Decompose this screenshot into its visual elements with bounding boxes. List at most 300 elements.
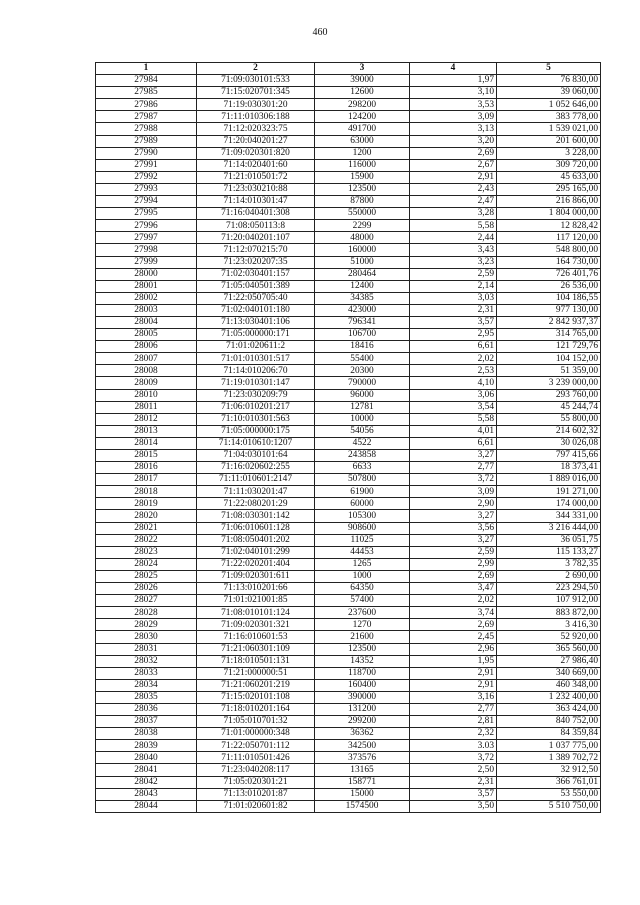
cadastral-number-cell: 71:01:020611:2 — [197, 341, 315, 353]
value-cell: 726 401,76 — [497, 268, 601, 280]
rate-cell: 2,91 — [410, 667, 497, 679]
area-cell: 796341 — [315, 316, 410, 328]
table-row — [96, 425, 601, 437]
area-cell: 298200 — [315, 99, 410, 111]
table-row — [96, 752, 601, 764]
table-row — [96, 292, 601, 304]
row-number-cell: 28038 — [96, 728, 197, 740]
value-cell: 3 782,35 — [497, 558, 601, 570]
row-number-cell: 28014 — [96, 437, 197, 449]
row-number-cell: 28015 — [96, 450, 197, 462]
rate-cell: 2,99 — [410, 558, 497, 570]
area-cell: 54056 — [315, 425, 410, 437]
area-cell: 158771 — [315, 776, 410, 788]
rate-cell: 2,59 — [410, 546, 497, 558]
cadastral-number-cell: 71:13:010201:66 — [197, 583, 315, 595]
rate-cell: 2,32 — [410, 728, 497, 740]
table-row — [96, 486, 601, 498]
table-row — [96, 728, 601, 740]
table-row — [96, 341, 601, 353]
row-number-cell: 28022 — [96, 534, 197, 546]
table-row — [96, 691, 601, 703]
cadastral-number-cell: 71:01:010301:517 — [197, 353, 315, 365]
row-number-cell: 28001 — [96, 280, 197, 292]
area-cell: 491700 — [315, 123, 410, 135]
rate-cell: 2,69 — [410, 619, 497, 631]
value-cell: 977 130,00 — [497, 304, 601, 316]
cadastral-number-cell: 71:09:030101:533 — [197, 75, 315, 87]
rate-cell: 2,69 — [410, 570, 497, 582]
table-row — [96, 583, 601, 595]
rate-cell: 3,20 — [410, 135, 497, 147]
cadastral-number-cell: 71:01:020601:82 — [197, 800, 315, 812]
rate-cell: 4,01 — [410, 425, 497, 437]
value-cell: 314 765,00 — [497, 329, 601, 341]
column-header-4: 4 — [410, 63, 497, 75]
rate-cell: 3,28 — [410, 208, 497, 220]
area-cell: 2299 — [315, 220, 410, 232]
area-cell: 790000 — [315, 377, 410, 389]
table-row — [96, 256, 601, 268]
table-row — [96, 365, 601, 377]
value-cell: 797 415,66 — [497, 450, 601, 462]
area-cell: 20300 — [315, 365, 410, 377]
value-cell: 45 244,74 — [497, 401, 601, 413]
rate-cell: 3,27 — [410, 510, 497, 522]
cadastral-number-cell: 71:12:020323:75 — [197, 123, 315, 135]
cadastral-number-cell: 71:15:020101:108 — [197, 691, 315, 703]
cadastral-number-cell: 71:16:020602:255 — [197, 462, 315, 474]
row-number-cell: 28023 — [96, 546, 197, 558]
row-number-cell: 27998 — [96, 244, 197, 256]
table-row — [96, 75, 601, 87]
value-cell: 2 842 937,37 — [497, 316, 601, 328]
area-cell: 14352 — [315, 655, 410, 667]
value-cell: 295 165,00 — [497, 183, 601, 195]
cadastral-number-cell: 71:05:040501:389 — [197, 280, 315, 292]
rate-cell: 3,09 — [410, 111, 497, 123]
area-cell: 34385 — [315, 292, 410, 304]
value-cell: 214 602,32 — [497, 425, 601, 437]
table-row — [96, 401, 601, 413]
row-number-cell: 28009 — [96, 377, 197, 389]
area-cell: 342500 — [315, 740, 410, 752]
row-number-cell: 27994 — [96, 196, 197, 208]
value-cell: 36 051,75 — [497, 534, 601, 546]
table-row — [96, 607, 601, 619]
value-cell: 3 239 000,00 — [497, 377, 601, 389]
rate-cell: 3,57 — [410, 788, 497, 800]
cadastral-number-cell: 71:08:030301:142 — [197, 510, 315, 522]
area-cell: 106700 — [315, 329, 410, 341]
cadastral-number-cell: 71:14:020401:60 — [197, 159, 315, 171]
row-number-cell: 28024 — [96, 558, 197, 570]
table-row — [96, 462, 601, 474]
cadastral-number-cell: 71:13:010201:87 — [197, 788, 315, 800]
table-row — [96, 135, 601, 147]
row-number-cell: 28036 — [96, 703, 197, 715]
rate-cell: 1,95 — [410, 655, 497, 667]
value-cell: 1 539 021,00 — [497, 123, 601, 135]
value-cell: 216 866,00 — [497, 196, 601, 208]
row-number-cell: 27985 — [96, 87, 197, 99]
area-cell: 118700 — [315, 667, 410, 679]
row-number-cell: 28007 — [96, 353, 197, 365]
value-cell: 27 986,40 — [497, 655, 601, 667]
value-cell: 365 560,00 — [497, 643, 601, 655]
value-cell: 293 760,00 — [497, 389, 601, 401]
value-cell: 76 830,00 — [497, 75, 601, 87]
row-number-cell: 28016 — [96, 462, 197, 474]
cadastral-number-cell: 71:20:040201:107 — [197, 232, 315, 244]
cadastral-number-cell: 71:06:010201:217 — [197, 401, 315, 413]
cadastral-number-cell: 71:15:020701:345 — [197, 87, 315, 99]
value-cell: 548 800,00 — [497, 244, 601, 256]
area-cell: 15000 — [315, 788, 410, 800]
table-row — [96, 196, 601, 208]
table-row — [96, 87, 601, 99]
area-cell: 390000 — [315, 691, 410, 703]
rate-cell: 2,44 — [410, 232, 497, 244]
area-cell: 13165 — [315, 764, 410, 776]
cadastral-number-cell: 71:23:040208:117 — [197, 764, 315, 776]
value-cell: 366 761,01 — [497, 776, 601, 788]
area-cell: 1270 — [315, 619, 410, 631]
value-cell: 115 133,27 — [497, 546, 601, 558]
area-cell: 60000 — [315, 498, 410, 510]
row-number-cell: 28013 — [96, 425, 197, 437]
table-row — [96, 183, 601, 195]
row-number-cell: 28029 — [96, 619, 197, 631]
row-number-cell: 27999 — [96, 256, 197, 268]
rate-cell: 2,91 — [410, 171, 497, 183]
rate-cell: 3,72 — [410, 752, 497, 764]
table-row — [96, 329, 601, 341]
cadastral-number-cell: 71:06:010601:128 — [197, 522, 315, 534]
row-number-cell: 28010 — [96, 389, 197, 401]
rate-cell: 2,81 — [410, 716, 497, 728]
column-header-5: 5 — [497, 63, 601, 75]
table-row — [96, 498, 601, 510]
area-cell: 11025 — [315, 534, 410, 546]
row-number-cell: 28005 — [96, 329, 197, 341]
value-cell: 363 424,00 — [497, 703, 601, 715]
table-row — [96, 619, 601, 631]
area-cell: 423000 — [315, 304, 410, 316]
rate-cell: 3,03 — [410, 292, 497, 304]
table-row — [96, 631, 601, 643]
value-cell: 52 920,00 — [497, 631, 601, 643]
row-number-cell: 28002 — [96, 292, 197, 304]
row-number-cell: 28030 — [96, 631, 197, 643]
column-header-3: 3 — [315, 63, 410, 75]
cadastral-number-cell: 71:22:020201:404 — [197, 558, 315, 570]
table-row — [96, 558, 601, 570]
rate-cell: 2,02 — [410, 353, 497, 365]
table-row — [96, 655, 601, 667]
row-number-cell: 28000 — [96, 268, 197, 280]
area-cell: 18416 — [315, 341, 410, 353]
value-cell: 107 912,00 — [497, 595, 601, 607]
row-number-cell: 28027 — [96, 595, 197, 607]
header-row — [96, 63, 601, 75]
table-row — [96, 450, 601, 462]
data-table — [95, 62, 601, 813]
cadastral-number-cell: 71:05:020301:21 — [197, 776, 315, 788]
value-cell: 45 633,00 — [497, 171, 601, 183]
area-cell: 373576 — [315, 752, 410, 764]
table-body — [96, 75, 601, 813]
area-cell: 51000 — [315, 256, 410, 268]
table-row — [96, 99, 601, 111]
value-cell: 5 510 750,00 — [497, 800, 601, 812]
value-cell: 174 000,00 — [497, 498, 601, 510]
value-cell: 383 778,00 — [497, 111, 601, 123]
cadastral-number-cell: 71:05:010701:32 — [197, 716, 315, 728]
table-row — [96, 304, 601, 316]
row-number-cell: 27987 — [96, 111, 197, 123]
area-cell: 39000 — [315, 75, 410, 87]
cadastral-number-cell: 71:20:040201:27 — [197, 135, 315, 147]
table-row — [96, 111, 601, 123]
value-cell: 55 800,00 — [497, 413, 601, 425]
table-row — [96, 147, 601, 159]
row-number-cell: 27991 — [96, 159, 197, 171]
rate-cell: 2,77 — [410, 703, 497, 715]
table-row — [96, 522, 601, 534]
row-number-cell: 27988 — [96, 123, 197, 135]
area-cell: 12781 — [315, 401, 410, 413]
table-row — [96, 534, 601, 546]
rate-cell: 3,43 — [410, 244, 497, 256]
table-row — [96, 788, 601, 800]
value-cell: 1 389 702,72 — [497, 752, 601, 764]
rate-cell: 3,72 — [410, 474, 497, 486]
row-number-cell: 28020 — [96, 510, 197, 522]
value-cell: 104 152,00 — [497, 353, 601, 365]
rate-cell: 3,27 — [410, 534, 497, 546]
rate-cell: 4,10 — [410, 377, 497, 389]
row-number-cell: 28039 — [96, 740, 197, 752]
row-number-cell: 28032 — [96, 655, 197, 667]
row-number-cell: 27997 — [96, 232, 197, 244]
area-cell: 507800 — [315, 474, 410, 486]
cadastral-number-cell: 71:05:000000:175 — [197, 425, 315, 437]
rate-cell: 2,31 — [410, 304, 497, 316]
row-number-cell: 28041 — [96, 764, 197, 776]
value-cell: 51 359,00 — [497, 365, 601, 377]
rate-cell: 2,50 — [410, 764, 497, 776]
row-number-cell: 27996 — [96, 220, 197, 232]
cadastral-number-cell: 71:02:030401:157 — [197, 268, 315, 280]
cadastral-number-cell: 71:22:050701:112 — [197, 740, 315, 752]
row-number-cell: 27984 — [96, 75, 197, 87]
rate-cell: 3,16 — [410, 691, 497, 703]
cadastral-number-cell: 71:11:010501:426 — [197, 752, 315, 764]
area-cell: 280464 — [315, 268, 410, 280]
cadastral-number-cell: 71:08:050401:202 — [197, 534, 315, 546]
row-number-cell: 28044 — [96, 800, 197, 812]
rate-cell: 3,10 — [410, 87, 497, 99]
column-header-2: 2 — [197, 63, 315, 75]
value-cell: 3 416,30 — [497, 619, 601, 631]
rate-cell: 5,58 — [410, 220, 497, 232]
value-cell: 1 052 646,00 — [497, 99, 601, 111]
cadastral-number-cell: 71:02:040101:299 — [197, 546, 315, 558]
rate-cell: 2,90 — [410, 498, 497, 510]
rate-cell: 3,09 — [410, 486, 497, 498]
value-cell: 53 550,00 — [497, 788, 601, 800]
area-cell: 116000 — [315, 159, 410, 171]
value-cell: 340 669,00 — [497, 667, 601, 679]
rate-cell: 2,67 — [410, 159, 497, 171]
row-number-cell: 28034 — [96, 679, 197, 691]
cadastral-number-cell: 71:14:010610:1207 — [197, 437, 315, 449]
cadastral-number-cell: 71:12:070215:70 — [197, 244, 315, 256]
row-number-cell: 28042 — [96, 776, 197, 788]
table-row — [96, 280, 601, 292]
area-cell: 64350 — [315, 583, 410, 595]
cadastral-number-cell: 71:16:010601:53 — [197, 631, 315, 643]
rate-cell: 2,95 — [410, 329, 497, 341]
cadastral-number-cell: 71:08:050113:8 — [197, 220, 315, 232]
cadastral-number-cell: 71:09:020301:611 — [197, 570, 315, 582]
area-cell: 10000 — [315, 413, 410, 425]
rate-cell: 2,31 — [410, 776, 497, 788]
cadastral-number-cell: 71:23:030210:88 — [197, 183, 315, 195]
value-cell: 223 294,50 — [497, 583, 601, 595]
row-number-cell: 28018 — [96, 486, 197, 498]
value-cell: 191 271,00 — [497, 486, 601, 498]
value-cell: 1 232 400,00 — [497, 691, 601, 703]
rate-cell: 3,47 — [410, 583, 497, 595]
cadastral-number-cell: 71:23:030209:79 — [197, 389, 315, 401]
row-number-cell: 28033 — [96, 667, 197, 679]
row-number-cell: 28017 — [96, 474, 197, 486]
table-row — [96, 643, 601, 655]
area-cell: 124200 — [315, 111, 410, 123]
area-cell: 550000 — [315, 208, 410, 220]
value-cell: 30 026,08 — [497, 437, 601, 449]
area-cell: 105300 — [315, 510, 410, 522]
area-cell: 160000 — [315, 244, 410, 256]
value-cell: 3 216 444,00 — [497, 522, 601, 534]
area-cell: 48000 — [315, 232, 410, 244]
row-number-cell: 27990 — [96, 147, 197, 159]
row-number-cell: 28035 — [96, 691, 197, 703]
area-cell: 87800 — [315, 196, 410, 208]
table-row — [96, 667, 601, 679]
row-number-cell: 28012 — [96, 413, 197, 425]
area-cell: 61900 — [315, 486, 410, 498]
cadastral-number-cell: 71:10:010301:563 — [197, 413, 315, 425]
table-row — [96, 171, 601, 183]
table-row — [96, 123, 601, 135]
rate-cell: 1,97 — [410, 75, 497, 87]
area-cell: 21600 — [315, 631, 410, 643]
area-cell: 36362 — [315, 728, 410, 740]
table-row — [96, 716, 601, 728]
row-number-cell: 28003 — [96, 304, 197, 316]
table-row — [96, 244, 601, 256]
area-cell: 160400 — [315, 679, 410, 691]
area-cell: 237600 — [315, 607, 410, 619]
cadastral-number-cell: 71:13:030401:106 — [197, 316, 315, 328]
rate-cell: 3,27 — [410, 450, 497, 462]
rate-cell: 2,91 — [410, 679, 497, 691]
row-number-cell: 27993 — [96, 183, 197, 195]
rate-cell: 2,53 — [410, 365, 497, 377]
row-number-cell: 27995 — [96, 208, 197, 220]
row-number-cell: 28040 — [96, 752, 197, 764]
cadastral-number-cell: 71:09:020301:820 — [197, 147, 315, 159]
table-row — [96, 800, 601, 812]
row-number-cell: 28043 — [96, 788, 197, 800]
table-row — [96, 546, 601, 558]
rate-cell: 3,23 — [410, 256, 497, 268]
table-row — [96, 703, 601, 715]
value-cell: 18 373,41 — [497, 462, 601, 474]
table-row — [96, 679, 601, 691]
row-number-cell: 28021 — [96, 522, 197, 534]
area-cell: 1000 — [315, 570, 410, 582]
rate-cell: 2,96 — [410, 643, 497, 655]
rate-cell: 3,57 — [410, 316, 497, 328]
table-row — [96, 268, 601, 280]
table-row — [96, 413, 601, 425]
rate-cell: 3,56 — [410, 522, 497, 534]
row-number-cell: 28025 — [96, 570, 197, 582]
area-cell: 57400 — [315, 595, 410, 607]
table-row — [96, 316, 601, 328]
rate-cell: 3,74 — [410, 607, 497, 619]
value-cell: 121 729,76 — [497, 341, 601, 353]
rate-cell: 3,53 — [410, 99, 497, 111]
value-cell: 84 359,84 — [497, 728, 601, 740]
value-cell: 309 720,00 — [497, 159, 601, 171]
area-cell: 63000 — [315, 135, 410, 147]
table-row — [96, 437, 601, 449]
value-cell: 344 331,00 — [497, 510, 601, 522]
value-cell: 2 690,00 — [497, 570, 601, 582]
rate-cell: 2,02 — [410, 595, 497, 607]
rate-cell: 2,14 — [410, 280, 497, 292]
table-row — [96, 510, 601, 522]
area-cell: 1265 — [315, 558, 410, 570]
row-number-cell: 27989 — [96, 135, 197, 147]
table-row — [96, 353, 601, 365]
cadastral-number-cell: 71:11:030201:47 — [197, 486, 315, 498]
row-number-cell: 28006 — [96, 341, 197, 353]
row-number-cell: 27986 — [96, 99, 197, 111]
cadastral-number-cell: 71:11:010306:188 — [197, 111, 315, 123]
row-number-cell: 27992 — [96, 171, 197, 183]
cadastral-number-cell: 71:16:040401:308 — [197, 208, 315, 220]
area-cell: 4522 — [315, 437, 410, 449]
row-number-cell: 28037 — [96, 716, 197, 728]
row-number-cell: 28028 — [96, 607, 197, 619]
rate-cell: 3.03 — [410, 740, 497, 752]
table-row — [96, 377, 601, 389]
area-cell: 1200 — [315, 147, 410, 159]
row-number-cell: 28011 — [96, 401, 197, 413]
table-row — [96, 474, 601, 486]
value-cell: 164 730,00 — [497, 256, 601, 268]
table-row — [96, 595, 601, 607]
cadastral-number-cell: 71:14:010206:70 — [197, 365, 315, 377]
cadastral-number-cell: 71:01:021001:85 — [197, 595, 315, 607]
area-cell: 44453 — [315, 546, 410, 558]
